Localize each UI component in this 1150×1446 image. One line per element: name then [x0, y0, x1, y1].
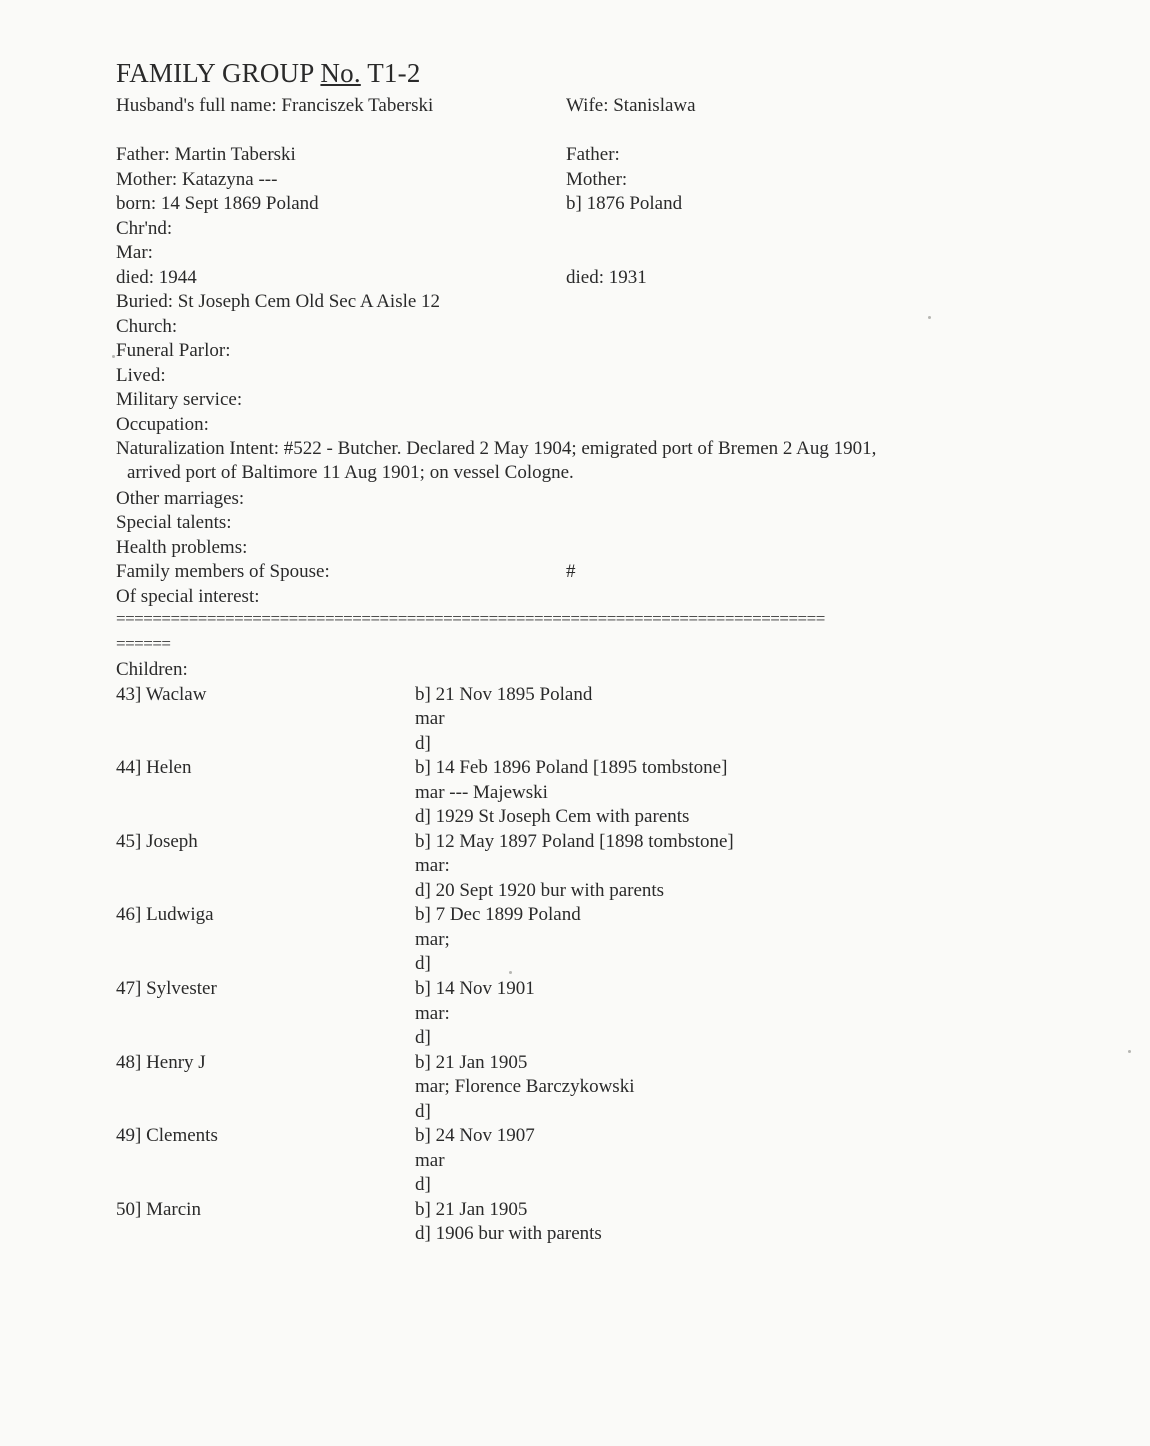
- wife-born: b] 1876 Poland: [566, 193, 683, 214]
- husband-occupation: Occupation:: [116, 414, 209, 435]
- husband-funeral-parlor: Funeral Parlor:: [116, 340, 231, 361]
- of-special-interest: Of special interest:: [116, 586, 260, 607]
- husband-church: Church:: [116, 316, 178, 337]
- child-died: d]: [415, 953, 431, 974]
- child-name: 49] Clements: [116, 1125, 218, 1146]
- child-married: mar:: [415, 1003, 450, 1024]
- child-born: b] 14 Nov 1901: [415, 978, 535, 999]
- other-marriages: Other marriages:: [116, 488, 245, 509]
- wife-father: Father:: [566, 144, 620, 165]
- child-died: d]: [415, 1174, 431, 1195]
- child-name: 50] Marcin: [116, 1199, 201, 1220]
- child-born: b] 21 Jan 1905: [415, 1199, 528, 1220]
- child-died: d]: [415, 1101, 431, 1122]
- title-code: T1-2: [360, 58, 421, 88]
- separator-rule: ==============================================================================: [116, 609, 825, 628]
- scan-speck: [509, 971, 512, 974]
- husband-christened: Chr'nd:: [116, 218, 173, 239]
- child-married: mar --- Majewski: [415, 782, 548, 803]
- separator-rule-continued: ======: [116, 634, 171, 653]
- child-born: b] 21 Nov 1895 Poland: [415, 684, 593, 705]
- spouse-hash-mark: #: [566, 561, 576, 582]
- child-name: 47] Sylvester: [116, 978, 217, 999]
- child-married: mar; Florence Barczykowski: [415, 1076, 635, 1097]
- health-problems: Health problems:: [116, 537, 248, 558]
- husband-full-name: Husband's full name: Franciszek Taberski: [116, 95, 434, 116]
- scan-speck: [112, 355, 115, 358]
- child-name: 46] Ludwiga: [116, 904, 214, 925]
- special-talents: Special talents:: [116, 512, 232, 533]
- husband-lived: Lived:: [116, 365, 166, 386]
- child-born: b] 12 May 1897 Poland [1898 tombstone]: [415, 831, 734, 852]
- child-name: 44] Helen: [116, 757, 192, 778]
- child-married: mar:: [415, 855, 450, 876]
- page-title: [116, 58, 421, 89]
- husband-married: Mar:: [116, 242, 153, 263]
- husband-buried: Buried: St Joseph Cem Old Sec A Aisle 12: [116, 291, 441, 312]
- title-prefix: FAMILY GROUP: [116, 58, 321, 88]
- scan-speck: [928, 316, 931, 319]
- husband-father: Father: Martin Taberski: [116, 144, 296, 165]
- child-born: b] 14 Feb 1896 Poland [1895 tombstone]: [415, 757, 728, 778]
- wife-mother: Mother:: [566, 169, 628, 190]
- child-died: d] 20 Sept 1920 bur with parents: [415, 880, 665, 901]
- child-born: b] 7 Dec 1899 Poland: [415, 904, 581, 925]
- child-died: d] 1929 St Joseph Cem with parents: [415, 806, 690, 827]
- child-name: 45] Joseph: [116, 831, 198, 852]
- child-died: d] 1906 bur with parents: [415, 1223, 602, 1244]
- naturalization-line-1: Naturalization Intent: #522 - Butcher. Declared 2 May 1904; emigrated port of Bremen 2 Aug 1901,: [116, 438, 877, 459]
- child-born: b] 24 Nov 1907: [415, 1125, 535, 1146]
- child-name: 48] Henry J: [116, 1052, 206, 1073]
- husband-died: died: 1944: [116, 267, 197, 288]
- naturalization-line-2: arrived port of Baltimore 11 Aug 1901; on vessel Cologne.: [127, 462, 574, 483]
- child-died: d]: [415, 733, 431, 754]
- scan-speck: [1128, 1050, 1131, 1053]
- wife-name: Wife: Stanislawa: [566, 95, 696, 116]
- child-died: d]: [415, 1027, 431, 1048]
- husband-mother: Mother: Katazyna ---: [116, 169, 278, 190]
- child-married: mar: [415, 708, 445, 729]
- title-no: No.: [320, 58, 361, 88]
- children-heading: Children:: [116, 659, 188, 680]
- child-married: mar;: [415, 929, 450, 950]
- child-name: 43] Waclaw: [116, 684, 207, 705]
- child-born: b] 21 Jan 1905: [415, 1052, 528, 1073]
- husband-born: born: 14 Sept 1869 Poland: [116, 193, 319, 214]
- child-married: mar: [415, 1150, 445, 1171]
- wife-died: died: 1931: [566, 267, 647, 288]
- family-members-of-spouse: Family members of Spouse:: [116, 561, 330, 582]
- husband-military-service: Military service:: [116, 389, 243, 410]
